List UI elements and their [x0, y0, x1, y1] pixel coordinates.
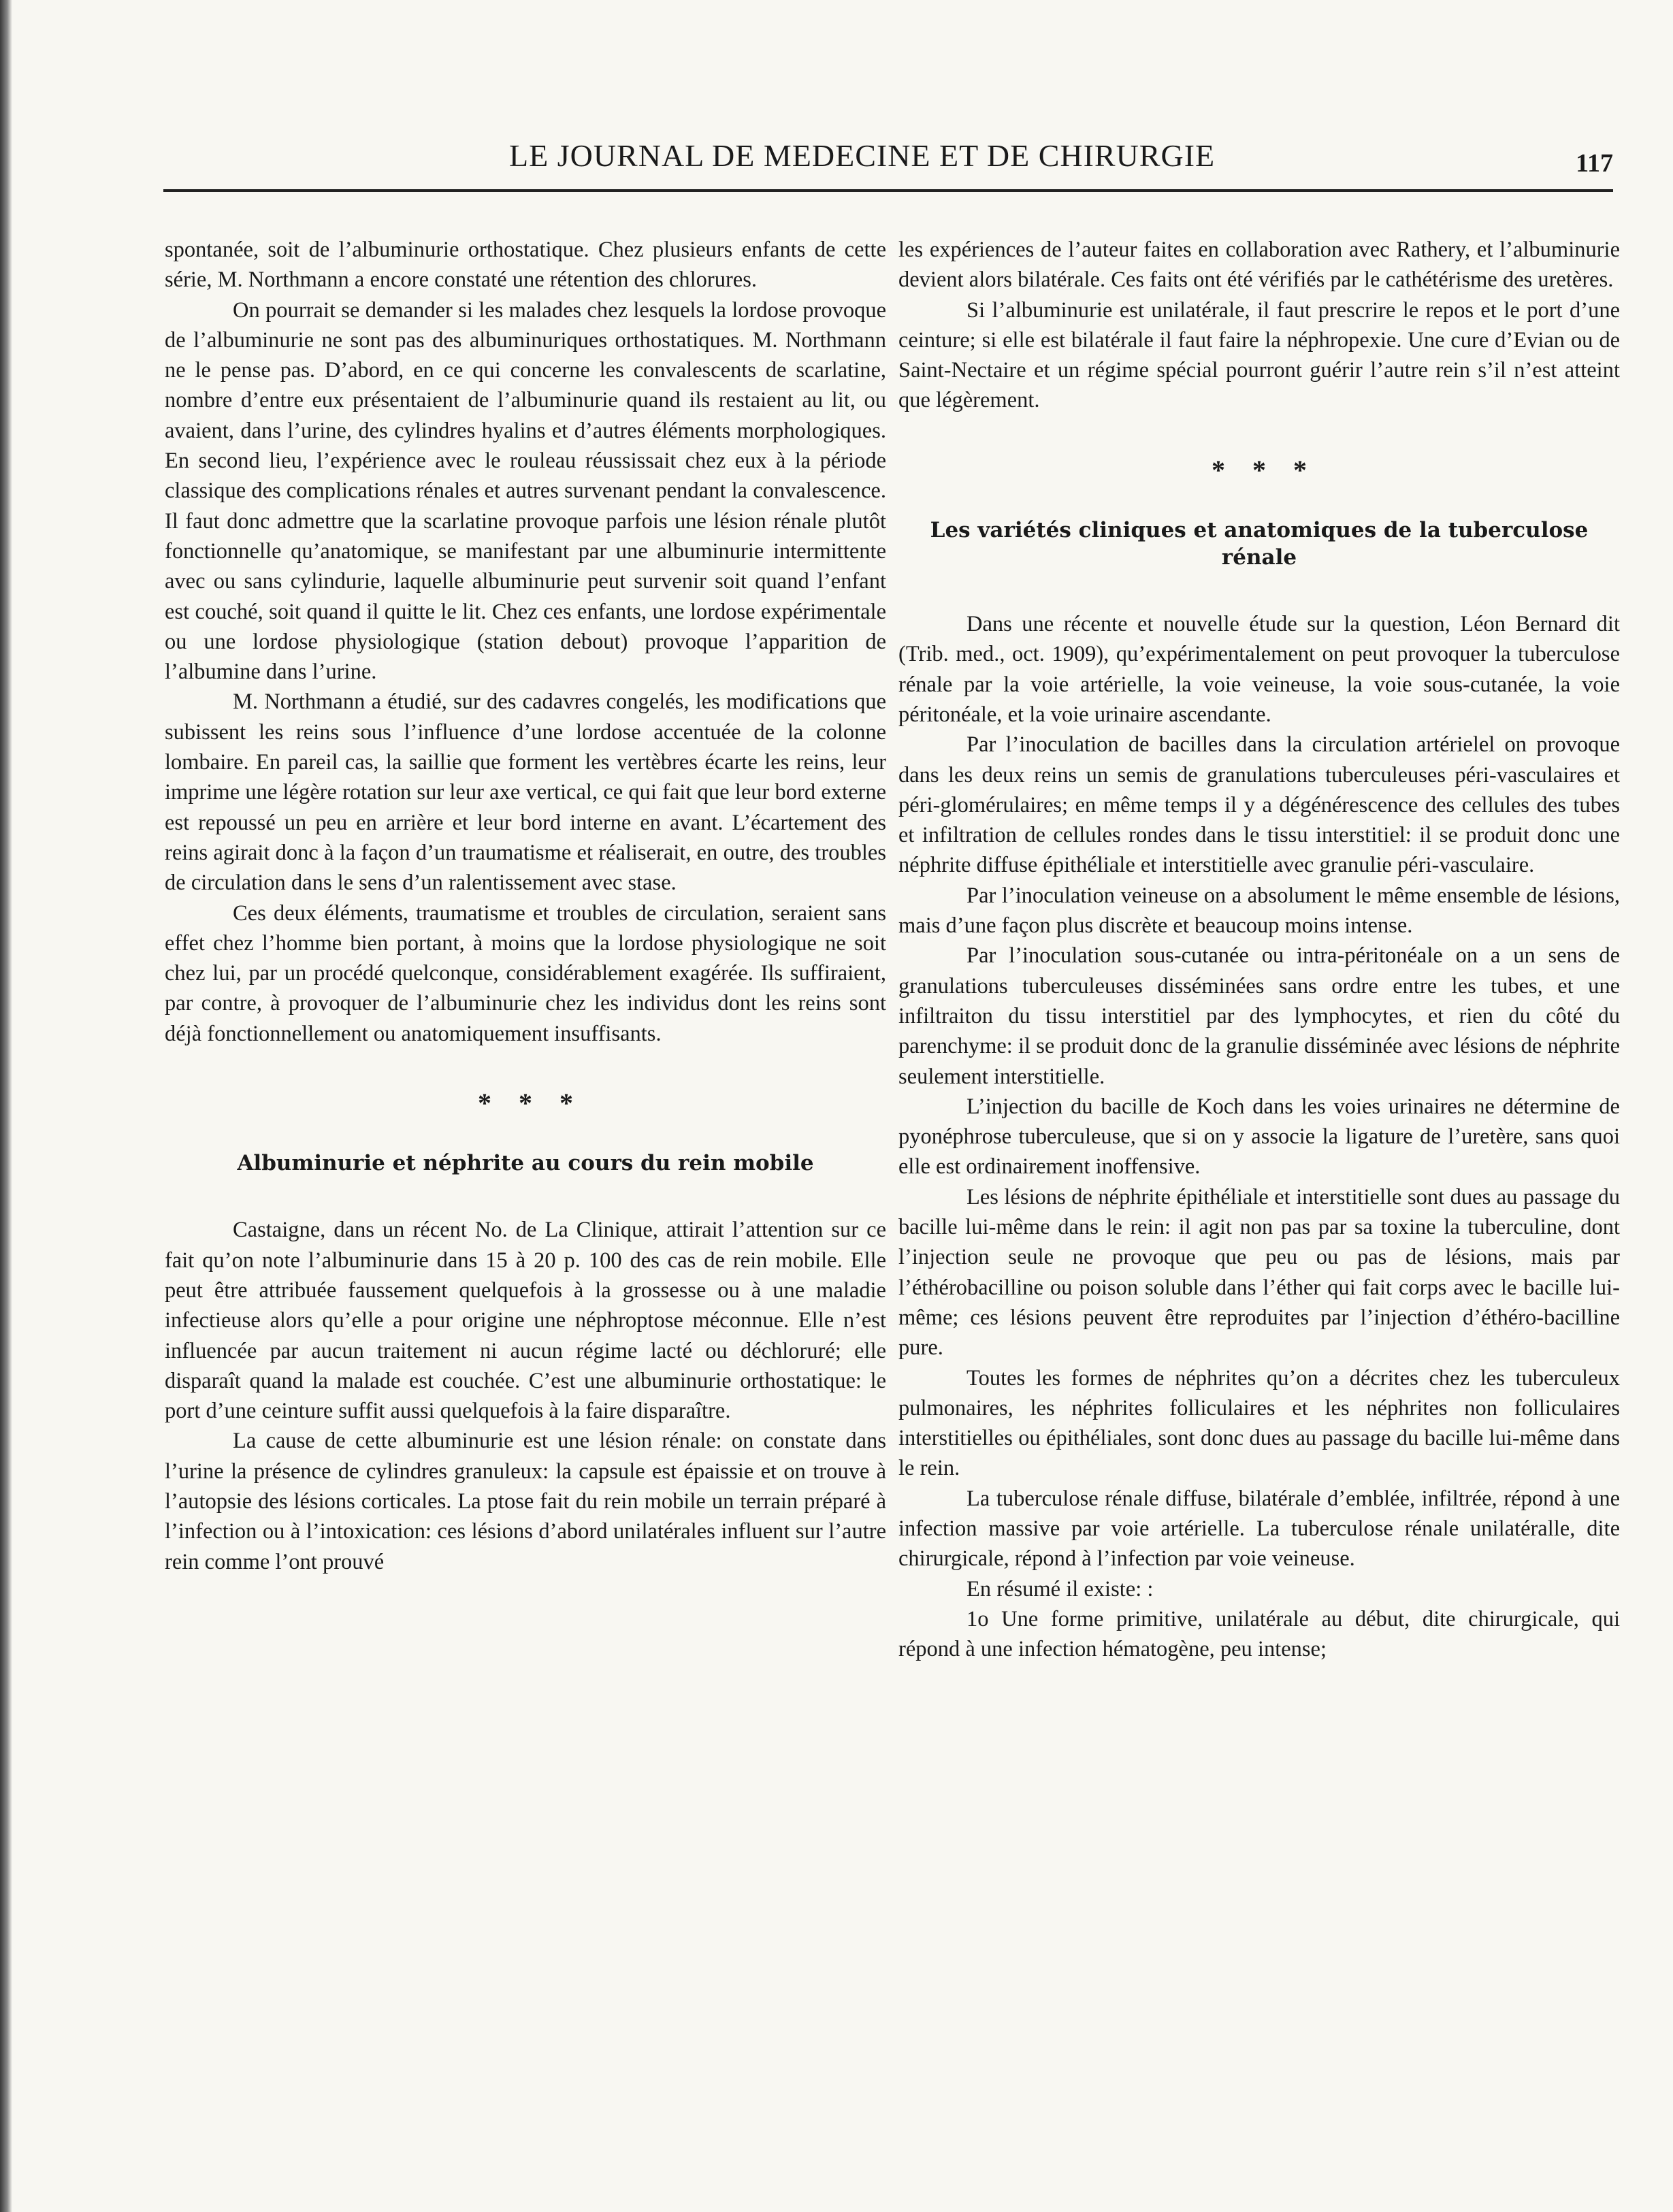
section-heading: Albuminurie et néphrite au cours du rein mobile — [237, 1151, 814, 1176]
paragraph: Si l’albuminurie est unilatérale, il faut prescrire le repos et le port d’une ceinture; si elle est bilatérale il faut faire la néphropexie. Une cure d’Evian ou de Saint-Nectaire et un régime spécial pourront guérir l’autre rein s’il n’est atteint que légèrement. — [898, 297, 1620, 413]
paragraph: Par l’inoculation veineuse on a absolument le même ensemble de lésions, mais d’une façon plus discrète et beaucoup moins intense. — [898, 883, 1620, 939]
paragraph: L’injection du bacille de Koch dans les voies urinaires ne détermine de pyonéphrose tuberculeuse, que si on y associe la ligature de l’uretère, sans quoi elle est ordinairement inoffensive. — [898, 1094, 1620, 1180]
paragraph: En résumé il existe: : — [967, 1576, 1154, 1601]
paragraph: Ces deux éléments, traumatisme et troubles de circulation, seraient sans effet chez l’homme bien portant, à moins que la lordose physiologique ne soit chez lui, par un procédé quelconque, considérablement exagérée. Ils suffiraient, par contre, à provoquer de l’albuminurie chez les individus dont les reins sont déjà fonctionnellement ou anatomiquement insuffisants. — [165, 900, 886, 1046]
page-binding-edge — [0, 0, 12, 2212]
paragraph: On pourrait se demander si les malades chez lesquels la lordose provoque de l’albuminurie ne sont pas des albuminuriques orthostatiques. M. Northmann ne le pense pas. D’abord, en ce qui concerne les convalescents de scarlatine, nombre d’entre eux présentaient de l’albuminurie quand ils restaient au lit, ou avaient, dans l’urine, des cylindres hyalins et d’autres éléments morphologiques. En second lieu, l’expérience avec le rouleau réussissait chez eux à la période classique des complications rénales et autres survenant pendant la convalescence. Il faut donc admettre que la scarlatine provoque parfois une lésion rénale plutôt fonctionnelle qu’anatomique, se manifestant par une albuminurie intermittente avec ou sans cylindurie, laquelle albuminurie peut survenir soit quand l’enfant est couché, soit quand il quitte le lit. Chez ces enfants, une lordose expérimentale ou une lordose physiologique (station debout) provoque l’apparition de l’albumine dans l’urine. — [165, 297, 886, 685]
section-separator: *** — [478, 1088, 600, 1119]
section-heading: Les variétés cliniques et anatomiques de la tuberculose rénale — [930, 518, 1589, 570]
page-number: 117 — [1576, 149, 1613, 178]
paragraph: Les lésions de néphrite épithéliale et interstitielle sont dues au passage du bacille lui-même dans le rein: il agit non pas par sa toxine la tuberculine, dont l’injection seule ne provoque que peu ou pas de lésions, mais par l’éthérobacilline ou poison soluble dans l’éther qui fait corps avec le bacille lui-même; ces lésions peuvent être reproduites par l’injection d’éthéro-bacilline pure. — [898, 1184, 1620, 1361]
left-column — [165, 235, 886, 1577]
page-header — [163, 116, 1613, 197]
paragraph: Dans une récente et nouvelle étude sur la question, Léon Bernard dit (Trib. med., oct. 1909), qu’expérimentalement on peut provoquer la tuberculose rénale par la voie artérielle, la voie veineuse, la voie sous-cutanée, la voie péritonéale, et la voie urinaire ascendante. — [898, 612, 1620, 727]
paragraph: Par l’inoculation sous-cutanée ou intra-péritonéale on a un sens de granulations tuberculeuses disséminées sans ordre entre les tubes, et une infiltraiton du tissu interstitiel par des lymphocytes, et rien du côté du parenchyme: il se produit donc de la granulie disséminée avec lésions de néphrite seulement interstitielle. — [898, 943, 1620, 1089]
section-separator: *** — [1212, 454, 1334, 485]
paragraph: La tuberculose rénale diffuse, bilatérale d’emblée, infiltrée, répond à une infection massive par voie artérielle. La tuberculose rénale unilatéralle, dite chirurgicale, répond à l’infection par voie veineuse. — [898, 1486, 1620, 1572]
paragraph: M. Northmann a étudié, sur des cadavres congelés, les modifications que subissent les reins sous l’influence d’une lordose accentuée de la colonne lombaire. En pareil cas, la saillie que forment les vertèbres écarte les reins, leur imprime une légère rotation sur leur axe vertical, ce qui fait que leur bord externe est repoussé un peu en arrière et leur bord interne en avant. L’écartement des reins agirait donc à la façon d’un traumatisme et réaliserait, en outre, des troubles de circulation dans le sens d’un ralentissement avec stase. — [165, 689, 886, 896]
paragraph: 1o Une forme primitive, unilatérale au début, dite chirurgicale, qui répond à une infection hématogène, peu intense; — [898, 1606, 1620, 1662]
paragraph: Toutes les formes de néphrites qu’on a décrites chez les tuberculeux pulmonaires, les néphrites folliculaires et les néphrites non folliculaires interstitielles ou épithéliales, sont donc dues au passage du bacille lui-même dans le rein. — [898, 1365, 1620, 1481]
paragraph: Par l’inoculation de bacilles dans la circulation artérielel on provoque dans les deux reins un semis de granulations tuberculeuses péri-vasculaires et péri-glomérulaires; en même temps il y a dégénérescence des cellules des tubes et infiltration de cellules rondes dans le tissu interstitiel: il se produit donc une néphrite diffuse épithéliale et interstitielle avec granulie péri-vasculaire. — [898, 732, 1620, 878]
journal-title: LE JOURNAL DE MEDECINE ET DE CHIRURGIE — [509, 138, 1216, 173]
paragraph: La cause de cette albuminurie est une lésion rénale: on constate dans l’urine la présence de cylindres granuleux: la capsule est épaissie et on trouve à l’autopsie des lésions corticales. La ptose fait du rein mobile un terrain préparé à l’infection ou à l’intoxication: ces lésions d’abord unilatérales influent sur l’autre rein comme l’ont prouvé — [165, 1429, 886, 1574]
paragraph: spontanée, soit de l’albuminurie orthostatique. Chez plusieurs enfants de cette série, M. Northmann a encore constaté une rétention des chlorures. — [165, 238, 886, 293]
paragraph: les expériences de l’auteur faites en collaboration avec Rathery, et l’albuminurie devient alors bilatérale. Ces faits ont été vérifiés par le cathétérisme des uretères. — [898, 238, 1620, 293]
right-column — [898, 235, 1620, 1664]
paragraph: Castaigne, dans un récent No. de La Clinique, attirait l’attention sur ce fait qu’on note l’albuminurie dans 15 à 20 p. 100 des cas de rein mobile. Elle peut être attribuée faussement quelquefois à la grossesse ou à une maladie infectieuse alors qu’elle a pour origine une néphroptose méconnue. Elle n’est influencée par aucun traitement ni aucun régime lacté ou déchloruré; elle disparaît quand la malade est couchée. C’est une albuminurie orthostatique: le port d’une ceinture suffit aussi quelquefois à la faire disparaître. — [165, 1218, 886, 1424]
header-rule — [163, 189, 1613, 192]
